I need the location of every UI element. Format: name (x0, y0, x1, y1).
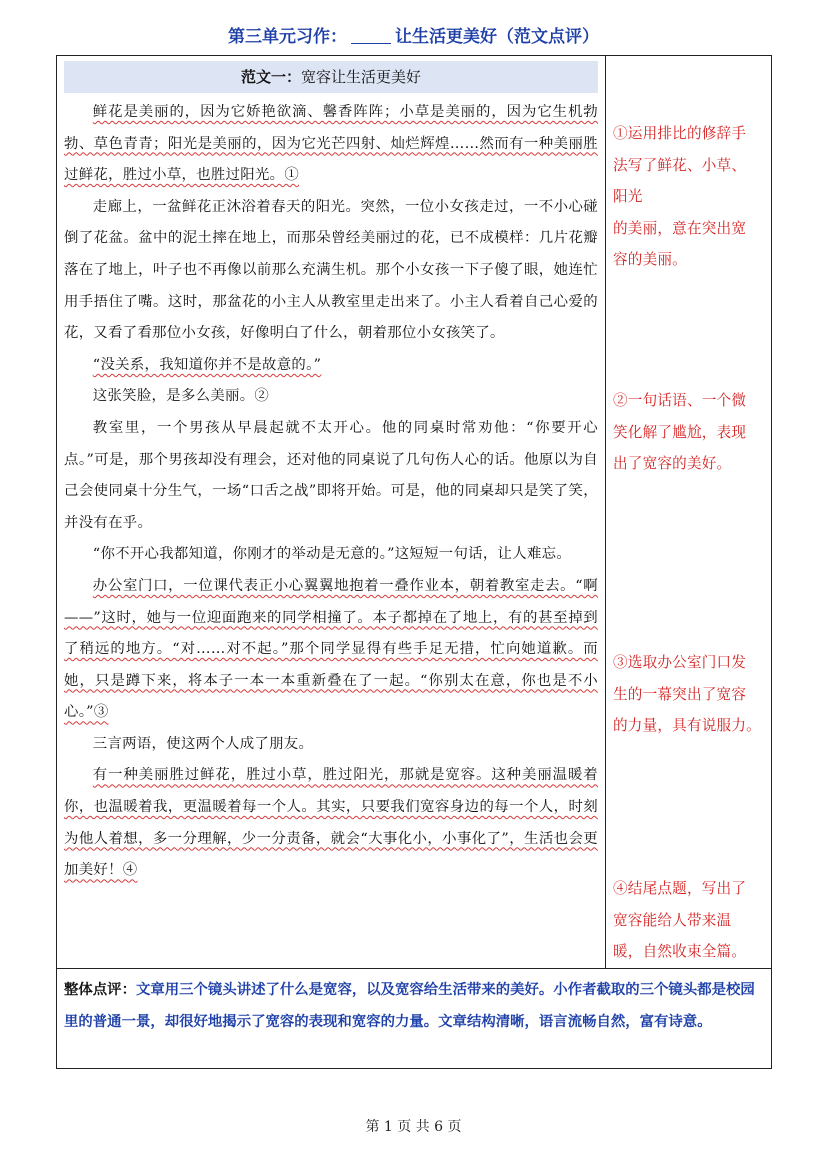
comment-line: 生的一幕突出了宽容 (613, 685, 747, 703)
comment-line: 的美丽，意在突出宽 (613, 219, 747, 237)
document-title (0, 22, 827, 47)
comment-line: 暖，自然收束全篇。 (613, 943, 747, 961)
title-prefix: 第三单元习作： (228, 27, 347, 47)
comment-line: 阳光 (613, 188, 643, 206)
essay-paragraph-3 (64, 350, 598, 382)
comment-line: ③选取办公室门口发 (613, 654, 747, 671)
overall-review-text: 文章用三个镜头讲述了什么是宽容，以及宽容给生活带来的美好。小作者截取的三个镜头都是校园里的普通一景，却很好地揭示了宽容的表现和宽容的力量。文章结构清晰，语言流畅自然，富有诗意。 (64, 981, 755, 1030)
essay-paragraph-5: 教室里，一个男孩从早晨起就不太开心。他的同桌时常劝他：“你要开心点。”可是，那个男孩却没有理会，还对他的同桌说了几句伤人心的话。他原以为自己会使同桌十分生气，一场“口舌之战”即将开始。可是，他的同桌却只是笑了笑，并没有在乎。 (64, 419, 598, 531)
essay-title-label: 范文一： (240, 68, 301, 86)
comment-3 (613, 647, 767, 742)
comment-line: 出了宽容的美好。 (613, 455, 732, 473)
essay-paragraph-7 (64, 571, 598, 729)
comment-line: ④结尾点题，写出了 (613, 880, 747, 897)
overall-review (64, 974, 764, 1037)
essay-body (64, 61, 598, 887)
essay-paragraph-9 (64, 760, 598, 886)
essay-paragraph-2: 走廊上，一盆鲜花正沐浴着春天的阳光。突然，一位小女孩走过，一不小心碰倒了花盆。盆中的泥土摔在地上，而那朵曾经美丽过的花，已不成模样：几片花瓣落在了地上，叶子也不再像以前那么充满生机。那个小女孩一下子傻了眼，她连忙用手捂住了嘴。这时，那盆花的小主人从教室里走出来了。小主人看着自己心爱的花，又看了看那位小女孩，好像明白了什么，朝着那位小女孩笑了。 (64, 198, 598, 342)
essay-paragraph-6: “你不开心我都知道，你刚才的举动是无意的。”这短短一句话，让人难忘。 (92, 546, 572, 563)
comment-line: 的力量，具有说服力。 (613, 717, 761, 735)
overall-review-label: 整体点评： (64, 981, 136, 998)
comment-1 (613, 118, 767, 276)
comment-line: ②一句话语、一个微 (613, 392, 747, 409)
underlined-text: 有一种美丽胜过鲜花，胜过小草，胜过阳光，那就是宽容。这种美丽温暖着你，也温暖着我，更温暖着每一个人。其实，只要我们宽容身边的每一个人，时刻为他人着想，多一分理解，少一分责备，就会“大事化小，小事化了”，生活也会更加美好！④ (64, 767, 598, 879)
comment-4 (613, 873, 767, 968)
essay-paragraph-8: 三言两语，使这两个人成了朋友。 (92, 735, 314, 752)
essay-title (64, 61, 598, 93)
comment-line: 笑化解了尴尬，表现 (613, 423, 747, 441)
comment-line: 宽容能给人带来温 (613, 911, 732, 929)
essay-paragraph-1 (64, 97, 598, 192)
comment-line: ①运用排比的修辞手 (613, 125, 747, 142)
comment-line: 法写了鲜花、小草、 (613, 156, 747, 174)
underlined-text: “没关系，我知道你并不是故意的。” (92, 356, 322, 373)
column-divider (605, 56, 606, 968)
essay-table (56, 55, 772, 1069)
comment-line: 容的美丽。 (613, 251, 687, 269)
title-suffix: 让生活更美好（范文点评） (395, 27, 599, 47)
comment-2 (613, 385, 767, 480)
essay-paragraph-4: 这张笑脸，是多么美丽。② (92, 388, 270, 405)
page-footer: 第 1 页 共 6 页 (365, 1119, 462, 1135)
title-blank-line (351, 30, 391, 44)
row-divider (57, 968, 771, 969)
underlined-text: 鲜花是美丽的，因为它娇艳欲滴、馨香阵阵；小草是美丽的，因为它生机勃勃、草色青青；阳光是美丽的，因为它光芒四射、灿烂辉煌……然而有一种美丽胜过鲜花，胜过小草，也胜过阳光。① (64, 104, 598, 184)
underlined-text: 办公室门口，一位课代表正小心翼翼地抱着一叠作业本，朝着教室走去。“啊——”这时，她与一位迎面跑来的同学相撞了。本子都掉在了地上，有的甚至掉到了稍远的地方。“对……对不起。”那个同学显得有些手足无措，忙向她道歉。而她，只是蹲下来，将本子一本一本重新叠在了一起。“你别太在意，你也是不小心。”③ (64, 577, 598, 721)
essay-title-text: 宽容让生活更美好 (301, 68, 422, 86)
